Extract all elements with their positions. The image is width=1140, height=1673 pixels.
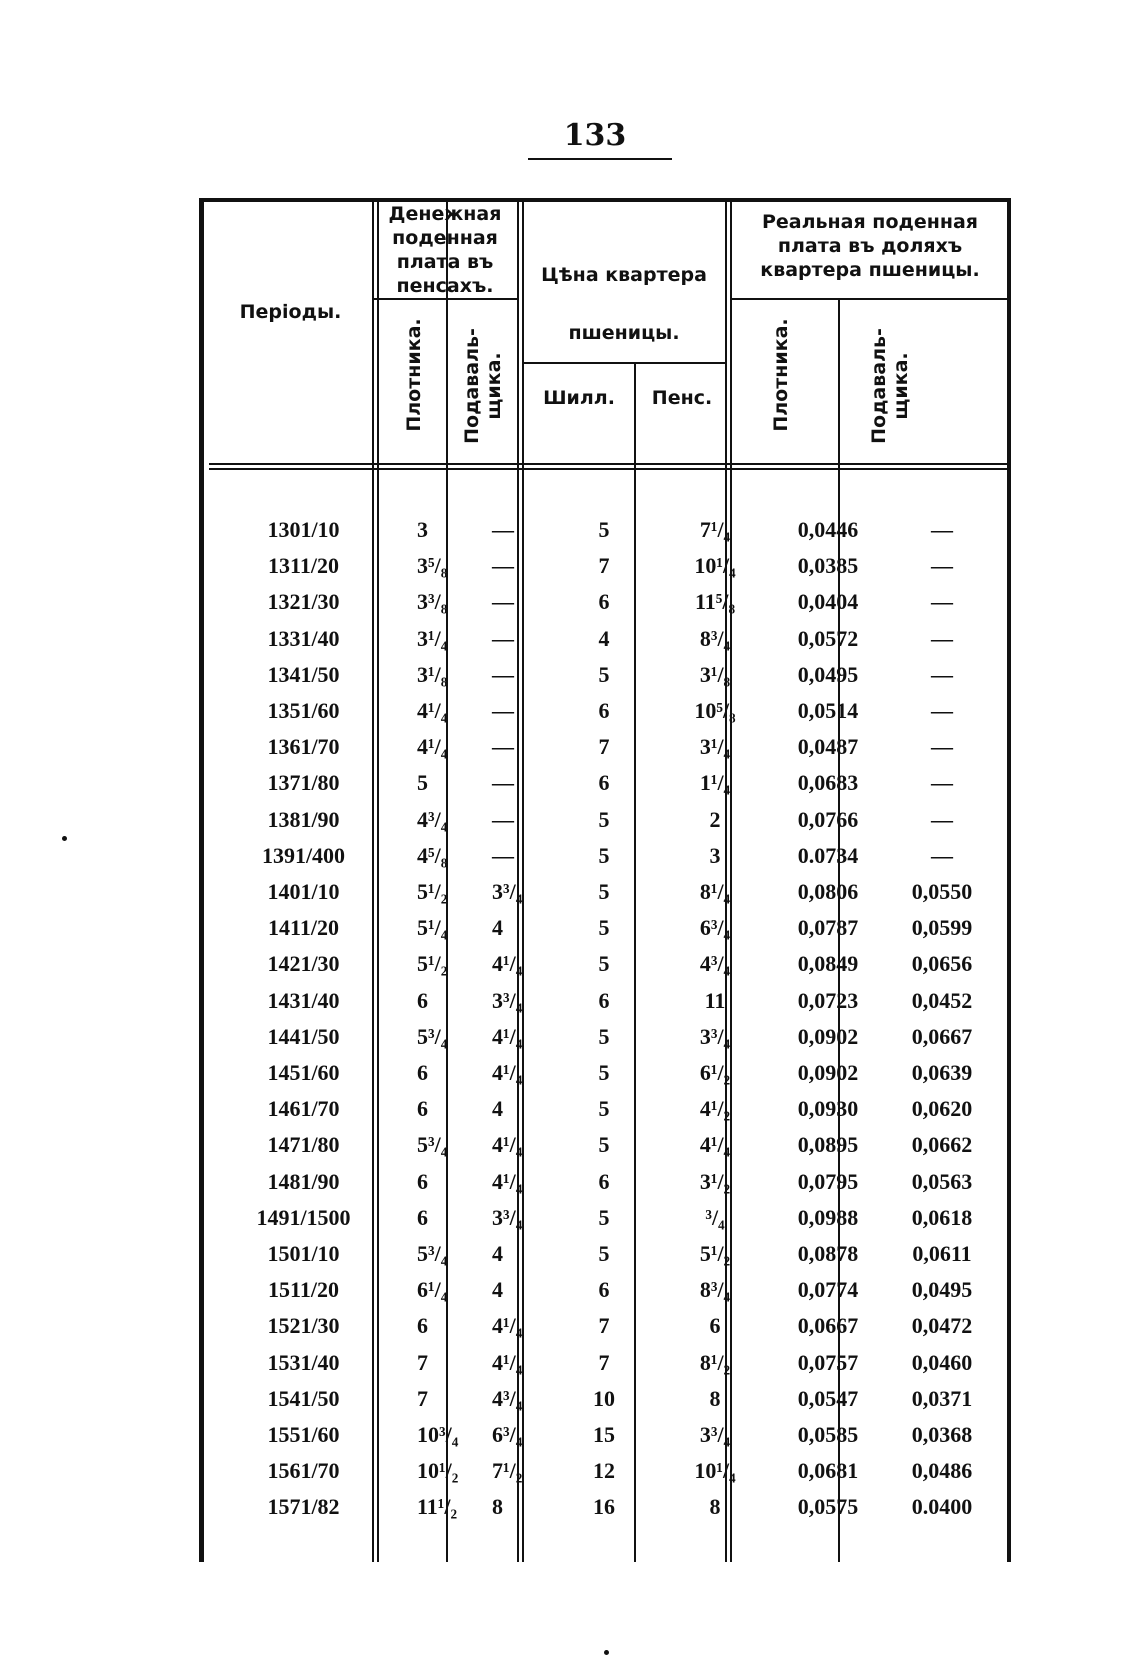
cell-lab: 3³/₄ xyxy=(492,879,523,904)
cell-rcarp: 0,0878 xyxy=(797,1241,859,1266)
cell-rlab: 0.0400 xyxy=(911,1494,973,1520)
cell-lab: 4¹/₄ xyxy=(492,1132,523,1158)
cell-rlab: — xyxy=(931,661,953,687)
cell-rcarp: 0,0988 xyxy=(797,1204,859,1230)
table-row xyxy=(204,1091,1007,1127)
cell-rcarp: 0,0572 xyxy=(797,625,859,651)
cell-rlab: — xyxy=(931,734,953,760)
cell-shil: 6 xyxy=(598,770,610,796)
cell-rlab: 0,0563 xyxy=(911,1168,973,1194)
cell-shil: 4 xyxy=(598,625,610,651)
header-money-wage: Денежная поденная плата въ пенсахъ. xyxy=(388,203,502,297)
cell-rlab: — xyxy=(931,842,953,868)
cell-rcarp: 0,0575 xyxy=(797,1494,859,1520)
cell-carp: 7 xyxy=(417,1349,428,1375)
cell-carp: 7 xyxy=(417,1385,428,1411)
cell-rlab: 0,0495 xyxy=(911,1277,973,1303)
cell-lab: 4 xyxy=(492,915,503,941)
cell-pens: 10⁵/₈ xyxy=(694,698,736,723)
cell-pens: 3³/₄ xyxy=(699,1422,731,1447)
cell-rcarp: 0,0495 xyxy=(797,661,859,687)
cell-shil: 5 xyxy=(598,806,610,832)
table-row xyxy=(204,946,1007,982)
cell-rlab: 0,0368 xyxy=(911,1422,973,1447)
cell-carp: 4¹/₄ xyxy=(417,698,448,723)
cell-rcarp: 0,0446 xyxy=(797,517,859,542)
cell-rcarp: 0,0930 xyxy=(797,1096,859,1122)
table-row xyxy=(204,1345,1007,1381)
cell-pens: 3¹/₂ xyxy=(699,1168,731,1194)
cell-lab: — xyxy=(492,806,514,832)
cell-lab: 4¹/₄ xyxy=(492,951,523,977)
table-row xyxy=(204,765,1007,801)
cell-carp: 5 xyxy=(417,770,428,796)
cell-pens: 6³/₄ xyxy=(699,915,731,941)
cell-lab: — xyxy=(492,734,514,760)
cell-rcarp: 0,0902 xyxy=(797,1060,859,1085)
cell-carp: 6 xyxy=(417,987,428,1013)
table-row xyxy=(204,983,1007,1019)
money-subheader-line xyxy=(374,298,519,300)
cell-lab: 4 xyxy=(492,1096,503,1122)
cell-rcarp: 0,0787 xyxy=(797,915,859,941)
cell-pens: 4¹/₂ xyxy=(699,1096,731,1122)
table-row xyxy=(204,584,1007,620)
cell-carp: 6 xyxy=(417,1060,428,1085)
cell-rlab: — xyxy=(931,589,953,615)
table-row xyxy=(204,1453,1007,1489)
cell-period: 1361/70 xyxy=(267,734,340,760)
table-row xyxy=(204,512,1007,548)
cell-rlab: 0,0452 xyxy=(911,987,973,1013)
cell-lab: 3³/₄ xyxy=(492,987,523,1013)
header-shillings: Шилл. xyxy=(543,387,615,409)
cell-period: 1321/30 xyxy=(267,589,340,615)
cell-pens: 3¹/₄ xyxy=(699,734,731,760)
print-speck xyxy=(604,1650,609,1655)
cell-rlab: 0,0486 xyxy=(911,1458,973,1484)
cell-period: 1411/20 xyxy=(268,915,339,941)
cell-carp: 4⁵/₈ xyxy=(417,842,448,868)
cell-pens: 1¹/₄ xyxy=(699,770,731,796)
cell-carp: 5³/₄ xyxy=(417,1023,448,1049)
cell-carp: 5¹/₄ xyxy=(417,915,448,941)
cell-lab: — xyxy=(492,698,514,723)
cell-carp: 5³/₄ xyxy=(417,1132,448,1158)
cell-shil: 5 xyxy=(598,915,610,941)
cell-rcarp: 0,0795 xyxy=(797,1168,859,1194)
cell-shil: 5 xyxy=(598,1132,610,1158)
cell-pens: 10¹/₄ xyxy=(694,1458,736,1484)
cell-carp: 4¹/₄ xyxy=(417,734,448,760)
table-row xyxy=(204,729,1007,765)
cell-carp: 4³/₄ xyxy=(417,806,448,832)
cell-shil: 15 xyxy=(593,1422,615,1447)
cell-shil: 5 xyxy=(598,1241,610,1266)
cell-shil: 5 xyxy=(598,951,610,977)
cell-rlab: 0,0371 xyxy=(911,1385,973,1411)
cell-pens: 11⁵/₈ xyxy=(694,589,736,615)
cell-carp: 3³/₈ xyxy=(417,589,448,615)
cell-pens: 4¹/₄ xyxy=(699,1132,731,1158)
page-number: 133 xyxy=(563,118,627,153)
cell-rcarp: 0,0667 xyxy=(797,1313,859,1339)
cell-carp: 3¹/₈ xyxy=(417,661,448,687)
cell-lab: 4³/₄ xyxy=(492,1385,523,1411)
cell-shil: 5 xyxy=(598,879,610,904)
cell-rcarp: 0,0757 xyxy=(797,1349,859,1375)
cell-pens: 7¹/₄ xyxy=(699,517,731,542)
cell-shil: 5 xyxy=(598,661,610,687)
cell-pens: 8¹/₄ xyxy=(699,879,731,904)
header-laborer: Подаваль-щика. xyxy=(461,328,505,444)
table-row xyxy=(204,910,1007,946)
cell-shil: 5 xyxy=(598,517,610,542)
cell-rlab: 0,0667 xyxy=(911,1023,973,1049)
header-separator xyxy=(209,463,1007,465)
cell-lab: 4¹/₄ xyxy=(492,1168,523,1194)
cell-period: 1431/40 xyxy=(267,987,340,1013)
cell-carp: 3 xyxy=(417,517,428,542)
header-wheat-price: Цѣна квартера пшеницы. xyxy=(541,264,707,344)
real-subheader-line xyxy=(732,298,1007,300)
cell-lab: 4 xyxy=(492,1277,503,1303)
cell-period: 1331/40 xyxy=(267,625,340,651)
cell-pens: 4³/₄ xyxy=(699,951,731,977)
cell-rlab: — xyxy=(931,806,953,832)
cell-rcarp: 0,0487 xyxy=(797,734,859,760)
cell-rlab: — xyxy=(931,698,953,723)
cell-carp: 3⁵/₈ xyxy=(417,553,448,579)
cell-pens: 3¹/₈ xyxy=(699,661,731,687)
cell-shil: 6 xyxy=(598,698,610,723)
cell-rcarp: 0,0514 xyxy=(797,698,859,723)
cell-lab: — xyxy=(492,517,514,542)
header-periods: Періоды. xyxy=(239,301,342,323)
cell-period: 1381/90 xyxy=(267,806,340,832)
table-row xyxy=(204,1489,1007,1525)
cell-shil: 5 xyxy=(598,1023,610,1049)
cell-pens: 6¹/₂ xyxy=(699,1060,731,1085)
cell-pens: 3 xyxy=(709,842,721,868)
table-row xyxy=(204,1272,1007,1308)
cell-pens: 10¹/₄ xyxy=(694,553,736,579)
cell-pens: 11 xyxy=(704,987,726,1013)
cell-period: 1401/10 xyxy=(267,879,340,904)
cell-period: 1341/50 xyxy=(267,661,340,687)
cell-shil: 12 xyxy=(593,1458,615,1484)
cell-shil: 6 xyxy=(598,1277,610,1303)
cell-rlab: — xyxy=(931,770,953,796)
table-row xyxy=(204,1019,1007,1055)
cell-period: 1421/30 xyxy=(267,951,340,977)
cell-carp: 5¹/₂ xyxy=(417,951,448,977)
cell-period: 1471/80 xyxy=(267,1132,340,1158)
cell-rlab: 0,0550 xyxy=(911,879,973,904)
cell-rcarp: 0,0895 xyxy=(797,1132,859,1158)
cell-carp: 10³/₄ xyxy=(417,1422,459,1447)
cell-rlab: 0,0639 xyxy=(911,1060,973,1085)
cell-period: 1371/80 xyxy=(267,770,340,796)
cell-rcarp: 0,0766 xyxy=(797,806,859,832)
cell-period: 1441/50 xyxy=(267,1023,340,1049)
cell-carp: 6 xyxy=(417,1313,428,1339)
cell-lab: — xyxy=(492,553,514,579)
cell-lab: 7¹/₂ xyxy=(492,1458,523,1484)
table-row xyxy=(204,1381,1007,1417)
cell-lab: 3³/₄ xyxy=(492,1204,523,1230)
cell-carp: 6 xyxy=(417,1204,428,1230)
cell-lab: — xyxy=(492,625,514,651)
cell-lab: 8 xyxy=(492,1494,503,1520)
cell-shil: 7 xyxy=(598,553,610,579)
header-real-wage: Реальная поденная плата въ доляхъ квартера пшеницы. xyxy=(760,211,980,281)
cell-rlab: 0,0460 xyxy=(911,1349,973,1375)
cell-rlab: 0,0662 xyxy=(911,1132,973,1158)
cell-lab: 4¹/₄ xyxy=(492,1313,523,1339)
cell-carp: 5¹/₂ xyxy=(417,879,448,904)
cell-rlab: — xyxy=(931,625,953,651)
cell-rcarp: 0,0774 xyxy=(797,1277,859,1303)
cell-rlab: 0,0611 xyxy=(912,1241,972,1266)
cell-pens: 5¹/₂ xyxy=(699,1241,731,1266)
cell-pens: 6 xyxy=(709,1313,721,1339)
cell-period: 1301/10 xyxy=(267,517,340,542)
cell-carp: 5³/₄ xyxy=(417,1241,448,1266)
cell-rcarp: 0,0806 xyxy=(797,879,859,904)
cell-pens: 8 xyxy=(709,1385,721,1411)
cell-period: 1311/20 xyxy=(268,553,339,579)
cell-lab: 4 xyxy=(492,1241,503,1266)
cell-shil: 5 xyxy=(598,1096,610,1122)
cell-period: 1461/70 xyxy=(267,1096,340,1122)
cell-pens: 8³/₄ xyxy=(699,625,731,651)
cell-period: 1351/60 xyxy=(267,698,340,723)
cell-rcarp: 0,0404 xyxy=(797,589,859,615)
cell-shil: 6 xyxy=(598,1168,610,1194)
cell-period: 1481/90 xyxy=(267,1168,340,1194)
cell-shil: 6 xyxy=(598,987,610,1013)
cell-period: 1521/30 xyxy=(267,1313,340,1339)
cell-period: 1531/40 xyxy=(267,1349,340,1375)
cell-period: 1511/20 xyxy=(268,1277,339,1303)
cell-shil: 6 xyxy=(598,589,610,615)
header-real-laborer: Подаваль-щика. xyxy=(868,328,912,444)
cell-pens: 8¹/₂ xyxy=(699,1349,731,1375)
table-row xyxy=(204,1236,1007,1272)
cell-period: 1491/1500 xyxy=(256,1204,351,1230)
cell-rlab: 0,0599 xyxy=(911,915,973,941)
cell-carp: 6 xyxy=(417,1168,428,1194)
cell-pens: 8 xyxy=(709,1494,721,1520)
price-subheader-line xyxy=(524,362,725,364)
cell-lab: — xyxy=(492,589,514,615)
cell-lab: — xyxy=(492,661,514,687)
cell-rcarp: 0,0385 xyxy=(797,553,859,579)
cell-pens: 8³/₄ xyxy=(699,1277,731,1303)
table-row xyxy=(204,548,1007,584)
cell-rlab: 0,0618 xyxy=(911,1204,973,1230)
print-speck xyxy=(62,836,67,841)
cell-shil: 7 xyxy=(598,1313,610,1339)
table-row xyxy=(204,1200,1007,1236)
wage-table xyxy=(199,198,1011,1562)
cell-lab: 4¹/₄ xyxy=(492,1023,523,1049)
cell-pens: 2 xyxy=(709,806,721,832)
table-row xyxy=(204,621,1007,657)
cell-rlab: — xyxy=(931,517,953,542)
cell-rlab: 0,0472 xyxy=(911,1313,973,1339)
cell-carp: 11¹/₂ xyxy=(417,1494,458,1520)
cell-rcarp: 0,0723 xyxy=(797,987,859,1013)
cell-period: 1391/400 xyxy=(261,842,346,868)
cell-rcarp: 0,0585 xyxy=(797,1422,859,1447)
cell-rlab: — xyxy=(931,553,953,579)
cell-rcarp: 0,0683 xyxy=(797,770,859,796)
table-row xyxy=(204,874,1007,910)
cell-pens: ³/₄ xyxy=(705,1204,725,1230)
cell-carp: 10¹/₂ xyxy=(417,1458,459,1484)
table-row xyxy=(204,1055,1007,1091)
table-row xyxy=(204,838,1007,874)
cell-lab: — xyxy=(492,770,514,796)
cell-shil: 5 xyxy=(598,842,610,868)
cell-rcarp: 0,0902 xyxy=(797,1023,859,1049)
table-row xyxy=(204,1164,1007,1200)
cell-period: 1551/60 xyxy=(267,1422,340,1447)
cell-shil: 16 xyxy=(593,1494,615,1520)
cell-period: 1501/10 xyxy=(267,1241,340,1266)
cell-lab: 4¹/₄ xyxy=(492,1060,523,1085)
table-row xyxy=(204,802,1007,838)
cell-carp: 6 xyxy=(417,1096,428,1122)
header-pence: Пенс. xyxy=(651,387,713,409)
cell-rcarp: 0,0849 xyxy=(797,951,859,977)
header-carpenter: Плотника. xyxy=(403,318,425,432)
cell-lab: 4¹/₄ xyxy=(492,1349,523,1375)
cell-rcarp: 0,0681 xyxy=(797,1458,859,1484)
table-row xyxy=(204,657,1007,693)
cell-rcarp: 0.0734 xyxy=(797,842,859,868)
cell-pens: 3³/₄ xyxy=(699,1023,731,1049)
cell-shil: 10 xyxy=(593,1385,615,1411)
cell-period: 1541/50 xyxy=(267,1385,340,1411)
cell-shil: 5 xyxy=(598,1060,610,1085)
cell-period: 1451/60 xyxy=(267,1060,340,1085)
cell-period: 1561/70 xyxy=(267,1458,340,1484)
page-number-rule xyxy=(528,158,672,160)
table-row xyxy=(204,1127,1007,1163)
cell-rlab: 0,0656 xyxy=(911,951,973,977)
cell-rlab: 0,0620 xyxy=(911,1096,973,1122)
table-row xyxy=(204,693,1007,729)
header-real-carpenter: Плотника. xyxy=(770,318,792,432)
cell-carp: 3¹/₄ xyxy=(417,625,448,651)
cell-shil: 5 xyxy=(598,1204,610,1230)
cell-shil: 7 xyxy=(598,734,610,760)
cell-lab: 6³/₄ xyxy=(492,1422,523,1447)
cell-carp: 6¹/₄ xyxy=(417,1277,448,1303)
table-row xyxy=(204,1417,1007,1453)
cell-shil: 7 xyxy=(598,1349,610,1375)
table-row xyxy=(204,1308,1007,1344)
cell-period: 1571/82 xyxy=(267,1494,340,1520)
cell-rcarp: 0,0547 xyxy=(797,1385,859,1411)
cell-lab: — xyxy=(492,842,514,868)
